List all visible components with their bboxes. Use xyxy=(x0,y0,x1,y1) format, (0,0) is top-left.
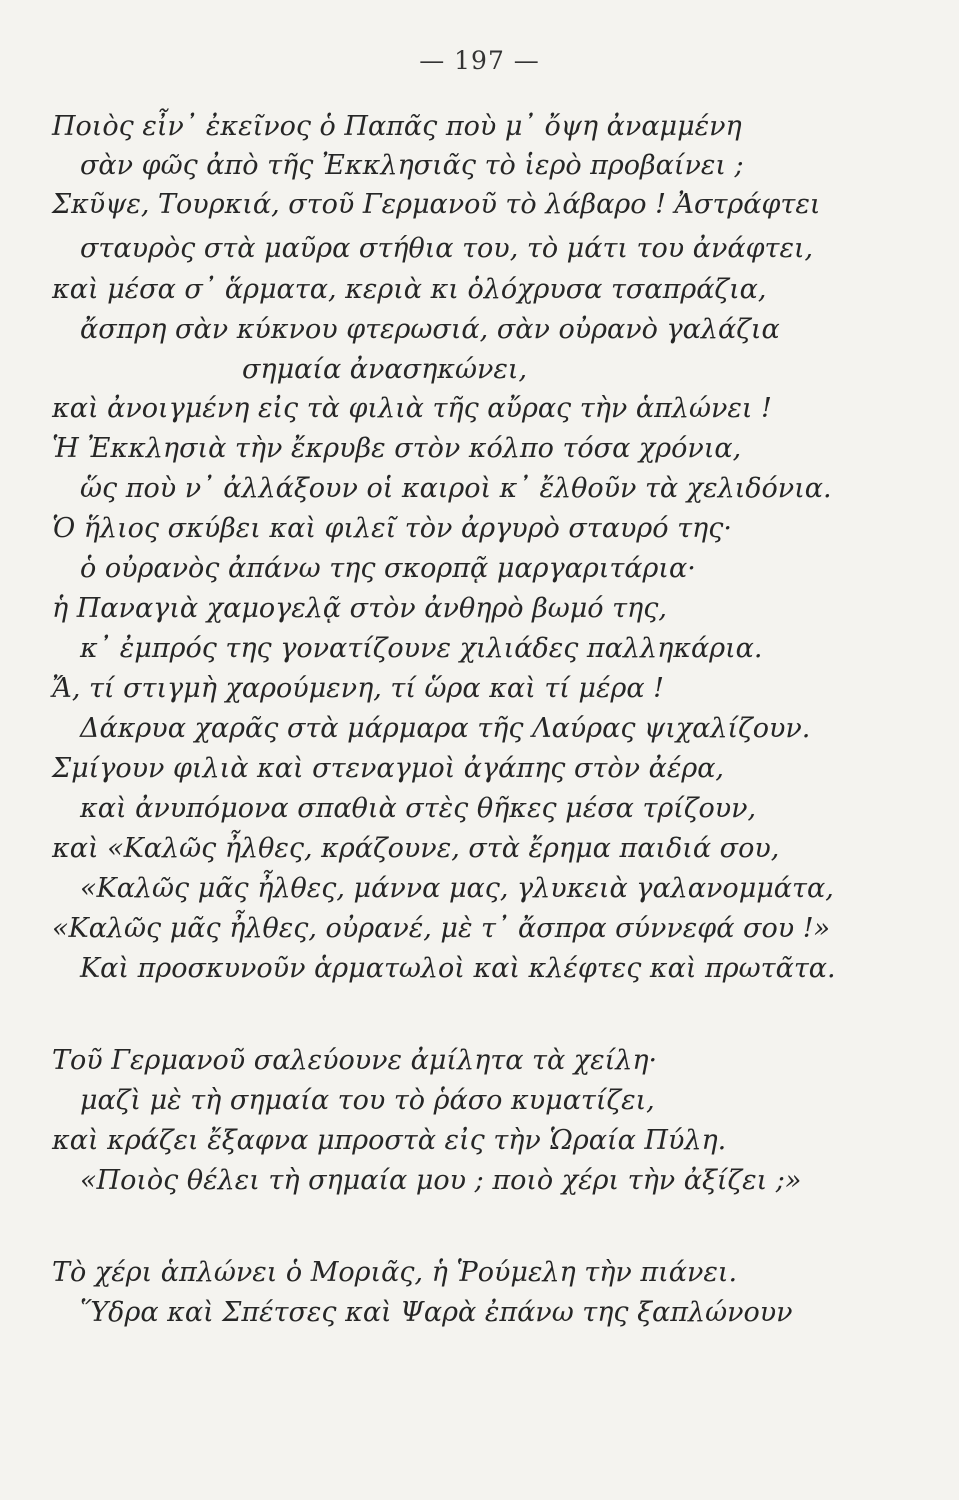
poem-line: κ᾽ ἐμπρός της γονατίζουνε χιλιάδες παλληκάρια. xyxy=(80,633,763,664)
poem-line: ἄσπρη σὰν κύκνου φτερωσιά, σὰν οὐρανὸ γαλάζια xyxy=(80,314,780,345)
poem-line: «Ποιὸς θέλει τὴ σημαία μου ; ποιὸ χέρι τὴν ἀξίζει ;» xyxy=(80,1165,802,1196)
poem-line: Σμίγουν φιλιὰ καὶ στεναγμοὶ ἀγάπης στὸν ἀέρα, xyxy=(52,753,725,784)
poem-line: Ποιὸς εἶν᾽ ἐκεῖνος ὁ Παπᾶς ποὺ μ᾽ ὄψη ἀναμμένη xyxy=(52,111,742,142)
poem-line: ὥς ποὺ ν᾽ ἀλλάξουν οἱ καιροὶ κ᾽ ἔλθοῦν τὰ χελιδόνια. xyxy=(80,473,832,504)
page-number: — 197 — xyxy=(419,46,540,75)
poem-line: «Καλῶς μᾶς ἦλθες, οὐρανέ, μὲ τ᾽ ἄσπρα σύννεφά σου !» xyxy=(52,913,831,944)
poem-line: Ἄ, τί στιγμὴ χαρούμενη, τί ὥρα καὶ τί μέρα ! xyxy=(52,673,665,704)
poem-line: Τοῦ Γερμανοῦ σαλεύουνε ἀμίλητα τὰ χείλη· xyxy=(52,1045,658,1076)
poem-line: σταυρὸς στὰ μαῦρα στήθια του, τὸ μάτι του ἀνάφτει, xyxy=(80,233,814,264)
poem-line: «Καλῶς μᾶς ἦλθες, μάννα μας, γλυκειὰ γαλανομμάτα, xyxy=(80,873,834,904)
poem-line: Σκῦψε, Τουρκιά, στοῦ Γερμανοῦ τὸ λάβαρο ! Ἀστράφτει xyxy=(52,189,821,220)
poem-line: Ἡ Ἐκκλησιὰ τὴν ἔκρυβε στὸν κόλπο τόσα χρόνια, xyxy=(52,433,742,464)
poem-line: ἡ Παναγιὰ χαμογελᾷ στὸν ἀνθηρὸ βωμό της, xyxy=(52,593,667,624)
poem-line: καὶ ἀνοιγμένη εἰς τὰ φιλιὰ τῆς αὔρας τὴν ἁπλώνει ! xyxy=(52,393,772,424)
poem-line: καὶ ἀνυπόμονα σπαθιὰ στὲς θῆκες μέσα τρίζουν, xyxy=(80,793,757,824)
poem-line: Καὶ προσκυνοῦν ἁρματωλοὶ καὶ κλέφτες καὶ πρωτᾶτα. xyxy=(80,953,836,984)
poem-line: Τὸ χέρι ἁπλώνει ὁ Μοριᾶς, ἡ Ῥούμελη τὴν πιάνει. xyxy=(52,1257,738,1288)
poem-line: καὶ μέσα σ᾽ ἅρματα, κεριὰ κι ὁλόχρυσα τσαπράζια, xyxy=(52,274,767,305)
poem-line: Δάκρυα χαρᾶς στὰ μάρμαρα τῆς Λαύρας ψιχαλίζουν. xyxy=(80,713,811,744)
poem-line: μαζὶ μὲ τὴ σημαία του τὸ ῥάσο κυματίζει, xyxy=(80,1085,655,1116)
poem-line: σὰν φῶς ἀπὸ τῆς Ἐκκλησιᾶς τὸ ἱερὸ προβαίνει ; xyxy=(80,150,744,181)
poem-line: ὁ οὐρανὸς ἀπάνω της σκορπᾷ μαργαριτάρια· xyxy=(80,553,696,584)
poem-line: Ὕδρα καὶ Σπέτσες καὶ Ψαρὰ ἐπάνω της ξαπλώνουν xyxy=(80,1297,793,1328)
poem-line: Ὁ ἥλιος σκύβει καὶ φιλεῖ τὸν ἀργυρὸ σταυρό της· xyxy=(52,513,732,544)
poem-line: καὶ «Καλῶς ἦλθες, κράζουνε, στὰ ἔρημα παιδιά σου, xyxy=(52,833,780,864)
poem-line: σημαία ἀνασηκώνει, xyxy=(242,354,528,385)
poem-line: καὶ κράζει ἔξαφνα μπροστὰ εἰς τὴν Ὡραία Πύλη. xyxy=(52,1125,727,1156)
